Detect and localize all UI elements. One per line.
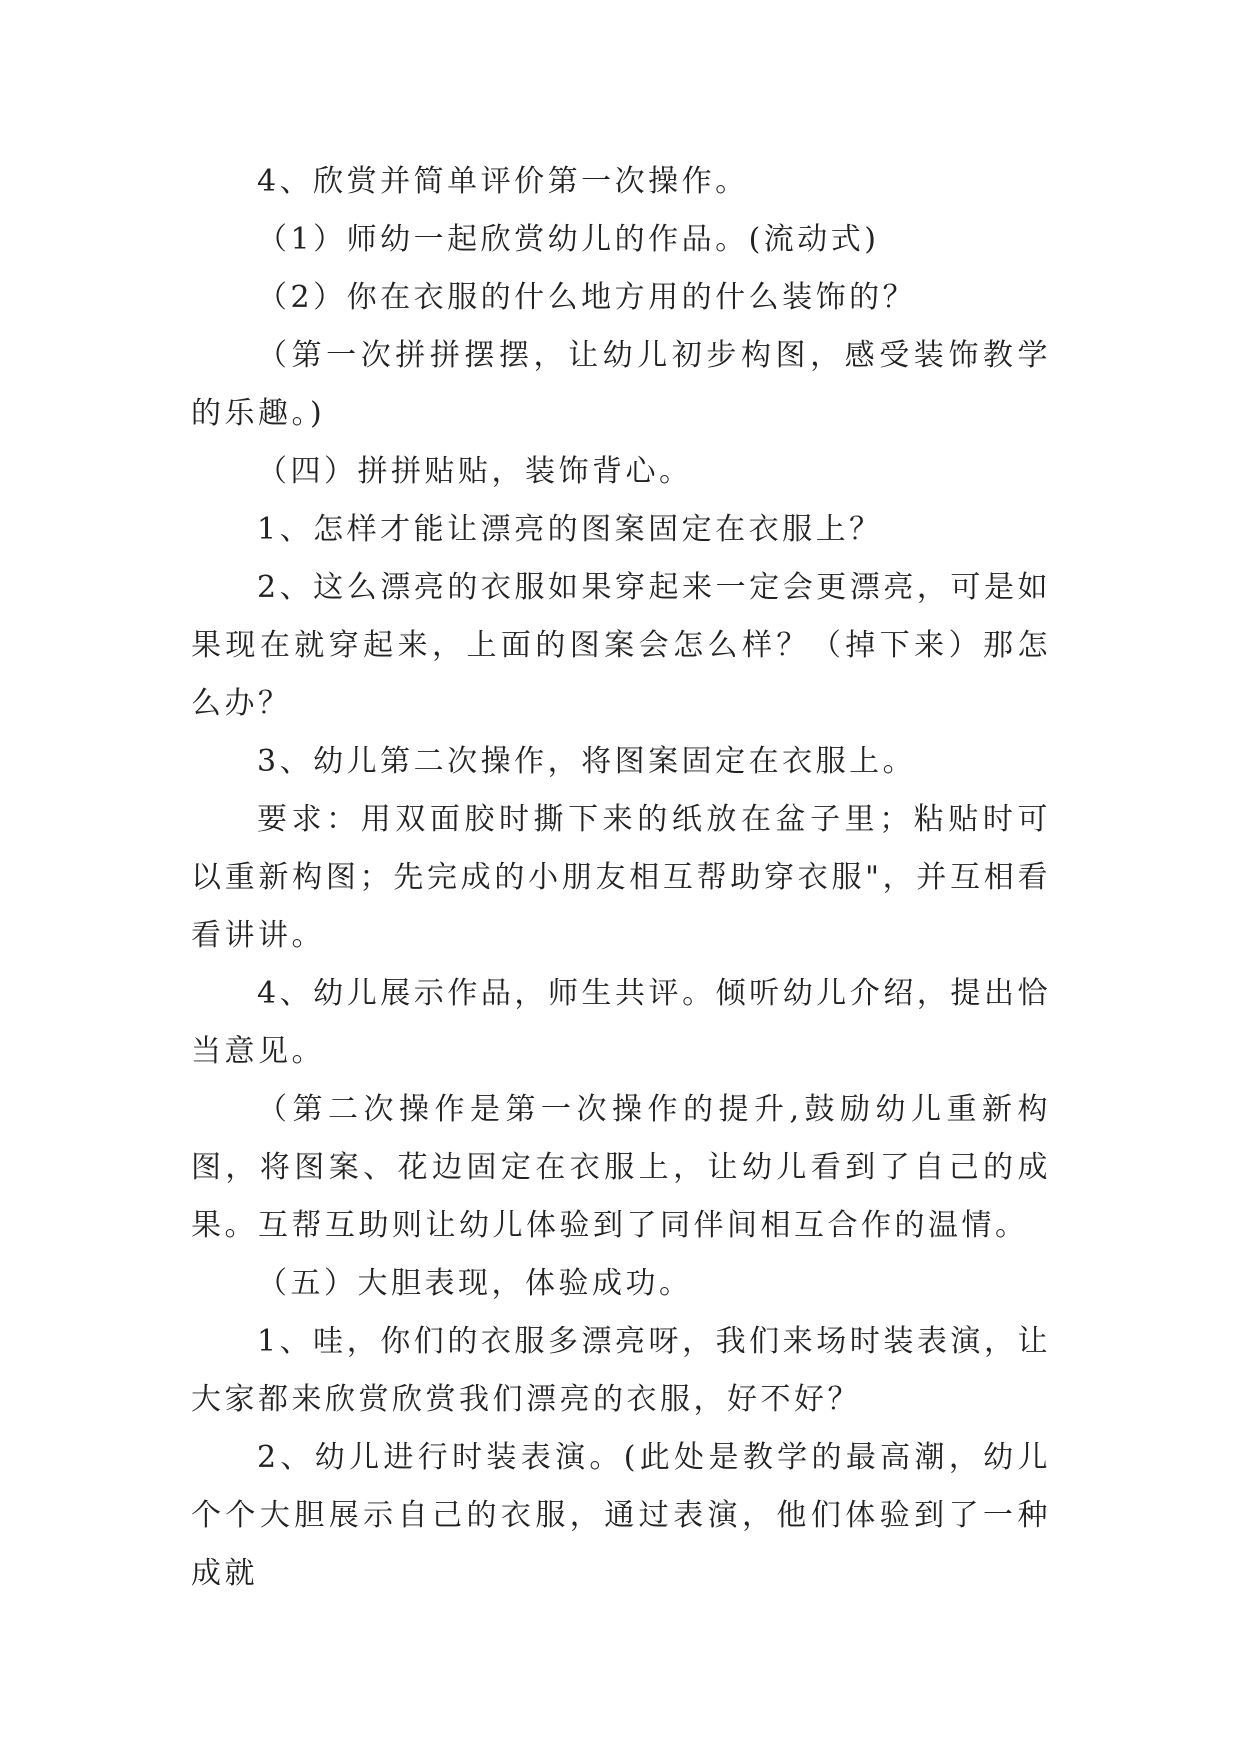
paragraph-substep-1: （1）师幼一起欣赏幼儿的作品。(流动式) <box>257 222 880 257</box>
section-heading-5: （五）大胆表现，体验成功。 <box>257 1266 693 1301</box>
document-body <box>191 153 1051 1603</box>
paragraph-step-2-wear: 2、这么漂亮的衣服如果穿起来一定会更漂亮，可是如果现在就穿起来，上面的图案会怎么样？（掉下来）那怎么办？ <box>191 570 1051 721</box>
paragraph-step-2-fashion-show: 2、幼儿进行时装表演。(此处是教学的最高潮，幼儿个个大胆展示自己的衣服，通过表演，他们体验到了一种成就 <box>191 1440 1051 1591</box>
paragraph-note-first-operation: （第一次拼拼摆摆，让幼儿初步构图，感受装饰教学的乐趣。) <box>191 338 1051 431</box>
paragraph-step-4-show: 4、幼儿展示作品，师生共评。倾听幼儿介绍，提出恰当意见。 <box>191 976 1051 1069</box>
paragraph-step-1-fix-pattern: 1、怎样才能让漂亮的图案固定在衣服上？ <box>257 512 883 547</box>
paragraph-step-3-second-operation: 3、幼儿第二次操作，将图案固定在衣服上。 <box>257 744 917 779</box>
paragraph-step-4-appreciate: 4、欣赏并简单评价第一次操作。 <box>257 164 749 199</box>
section-heading-4: （四）拼拼贴贴，装饰背心。 <box>257 454 693 489</box>
paragraph-substep-2: （2）你在衣服的什么地方用的什么装饰的？ <box>257 280 917 315</box>
paragraph-note-second-operation: （第二次操作是第一次操作的提升,鼓励幼儿重新构图，将图案、花边固定在衣服上，让幼儿看到了自己的成果。互帮互助则让幼儿体验到了同伴间相互合作的温情。 <box>191 1092 1051 1243</box>
paragraph-requirements: 要求：用双面胶时撕下来的纸放在盆子里；粘贴时可以重新构图；先完成的小朋友相互帮助穿衣服"，并互相看看讲讲。 <box>191 802 1051 953</box>
paragraph-step-1-fashion-show: 1、哇，你们的衣服多漂亮呀，我们来场时装表演，让大家都来欣赏欣赏我们漂亮的衣服，好不好？ <box>191 1324 1051 1417</box>
